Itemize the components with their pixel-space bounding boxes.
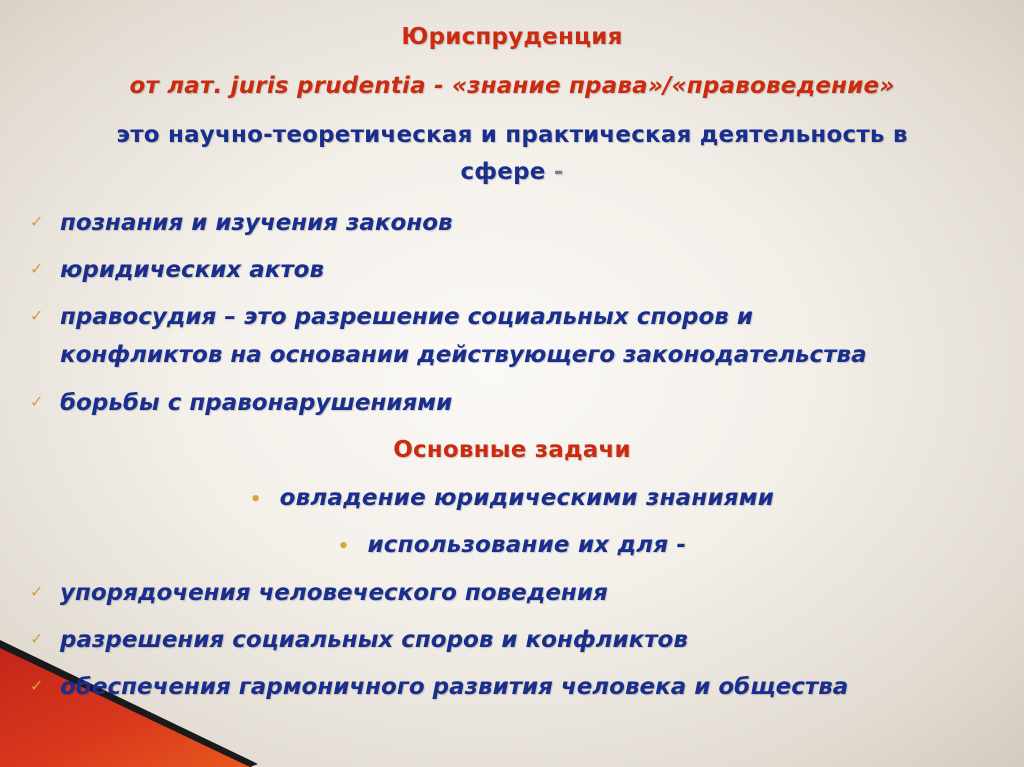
purpose-item-3-text: обеспечения гармоничного развития человека и общества [60,674,849,700]
sphere-item-4-text: борьбы с правонарушениями [60,390,453,416]
sphere-item-1-text: познания и изучения законов [60,210,453,236]
check-icon: ✓ [30,392,44,411]
sphere-item-3-text-line-2: конфликтов на основании действующего законодательства [60,342,867,368]
purpose-item-2-text: разрешения социальных споров и конфликтов [60,627,688,653]
check-icon: ✓ [30,212,44,231]
etymology-line: от лат. juris prudentia - «знание права»/«правоведение» [129,73,895,99]
definition-sphere-word: сфере [460,159,546,185]
check-icon: ✓ [30,259,44,278]
task-item-1 [0,485,1024,511]
sphere-item-3-text: правосудия – это разрешение социальных споров и [60,304,753,330]
definition-dash: - [545,159,564,185]
task-item-2 [0,532,1024,558]
dot-bullet-icon: • [249,489,262,510]
purpose-item-1-text: упорядочения человеческого поведения [60,580,608,606]
tasks-heading: Основные задачи [393,437,631,463]
task-item-2-text: использование их для - [367,532,687,558]
sphere-item-2-text: юридических актов [60,257,325,283]
dot-bullet-icon: • [337,536,350,557]
definition-line-1: это научно-теоретическая и практическая деятельность в [116,122,908,148]
check-icon: ✓ [30,629,44,648]
check-icon: ✓ [30,306,44,325]
task-item-1-text: овладение юридическими знаниями [279,485,775,511]
definition-line-2 [0,159,1024,185]
slide-title: Юриспруденция [401,24,623,50]
check-icon: ✓ [30,676,44,695]
check-icon: ✓ [30,582,44,601]
